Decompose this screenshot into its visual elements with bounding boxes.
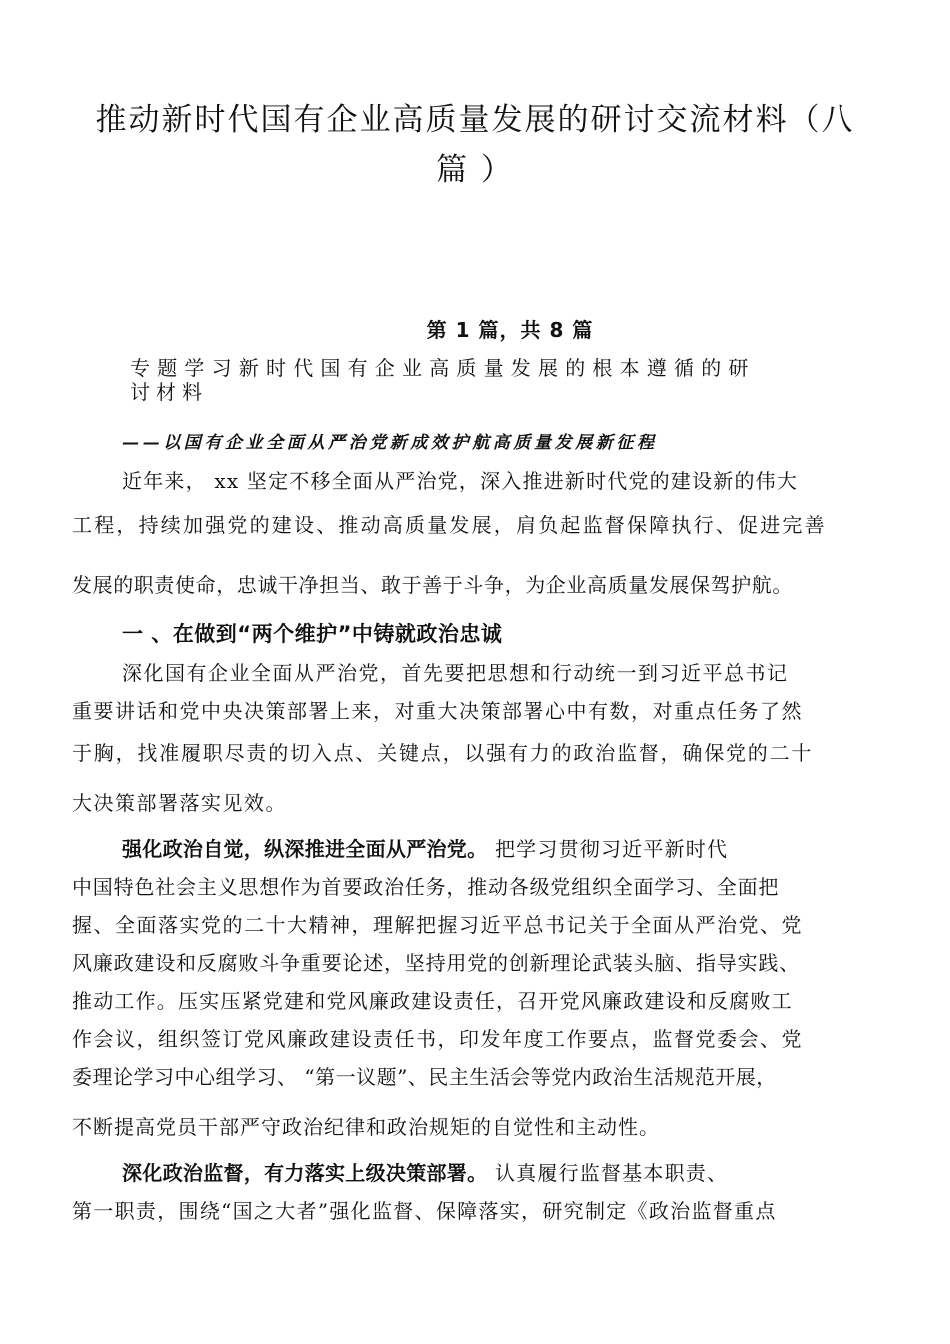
para-2-line-8: 不断提高党员干部严守政治纪律和政治规矩的自觉性和主动性。 (72, 1115, 660, 1139)
section-1-line-1: 深化国有企业全面从严治党，首先要把思想和行动统一到习近平总书记 (122, 661, 789, 685)
para-3-line-1 (122, 1160, 728, 1186)
part-heading: 第 1 篇，共 8 篇 (426, 318, 594, 342)
para-3-lead: 深化政治监督，有力落实上级决策部署。 (122, 1161, 488, 1185)
section-1-heading: 一 、在做到“两个维护”中铸就政治忠诚 (122, 622, 503, 646)
section-1-line-4: 大决策部署落实见效。 (72, 791, 287, 815)
section-1-line-2: 重要讲话和党中央决策部署上来，对重大决策部署心中有数，对重点任务了然 (72, 699, 803, 723)
subtitle-line-2: 讨材料 (130, 380, 208, 404)
para-2-line-5: 推动工作。压实压紧党建和党风廉政建设责任，召开党风廉政建设和反腐败工 (72, 989, 793, 1013)
section-1-line-3: 于胸，找准履职尽责的切入点、关键点，以强有力的政治监督，确保党的二十 (72, 741, 814, 765)
intro-line-3: 发展的职责使命，忠诚干净担当、敢于善于斗争，为企业高质量发展保驾护航。 (72, 573, 793, 597)
document-title-line-2: 篇 ） (436, 152, 514, 188)
para-2-first-rest: 把学习贯彻习近平新时代 (487, 837, 729, 861)
tagline: ——以国有企业全面从严治党新成效护航高质量发展新征程 (122, 433, 658, 453)
para-2-line-7: 委理论学习中心组学习、 “第一议题”、民主生活会等党内政治生活规范开展， (72, 1065, 777, 1089)
intro-line-2: 工程，持续加强党的建设、推动高质量发展，肩负起监督保障执行、促进完善 (72, 513, 827, 537)
para-2-line-2: 中国特色社会主义思想作为首要政治任务，推动各级党组织全面学习、全面把 (72, 875, 780, 899)
para-3-line-2: 第一职责，围绕“国之大者”强化监督、保障落实，研究制定《政治监督重点 (72, 1199, 777, 1223)
document-title-line-1: 推动新时代国有企业高质量发展的研讨交流材料（八 (95, 102, 855, 138)
para-2-line-4: 风廉政建设和反腐败斗争重要论述，坚持用党的创新理论武装头脑、指导实践、 (72, 951, 800, 975)
para-2-line-3: 握、全面落实党的二十大精神，理解把握习近平总书记关于全面从严治党、党 (72, 913, 803, 937)
intro-line-1: 近年来， xx 坚定不移全面从严治党，深入推进新时代党的建设新的伟大 (122, 469, 799, 493)
para-2-line-1 (122, 836, 728, 862)
para-2-lead: 强化政治自觉，纵深推进全面从严治党。 (122, 837, 488, 861)
subtitle-line-1: 专题学习新时代国有企业高质量发展的根本遵循的研 (130, 356, 756, 380)
para-3-first-rest: 认真履行监督基本职责、 (487, 1161, 729, 1185)
para-2-line-6: 作会议，组织签订党风廉政建设责任书，印发年度工作要点，监督党委会、党 (72, 1027, 803, 1051)
